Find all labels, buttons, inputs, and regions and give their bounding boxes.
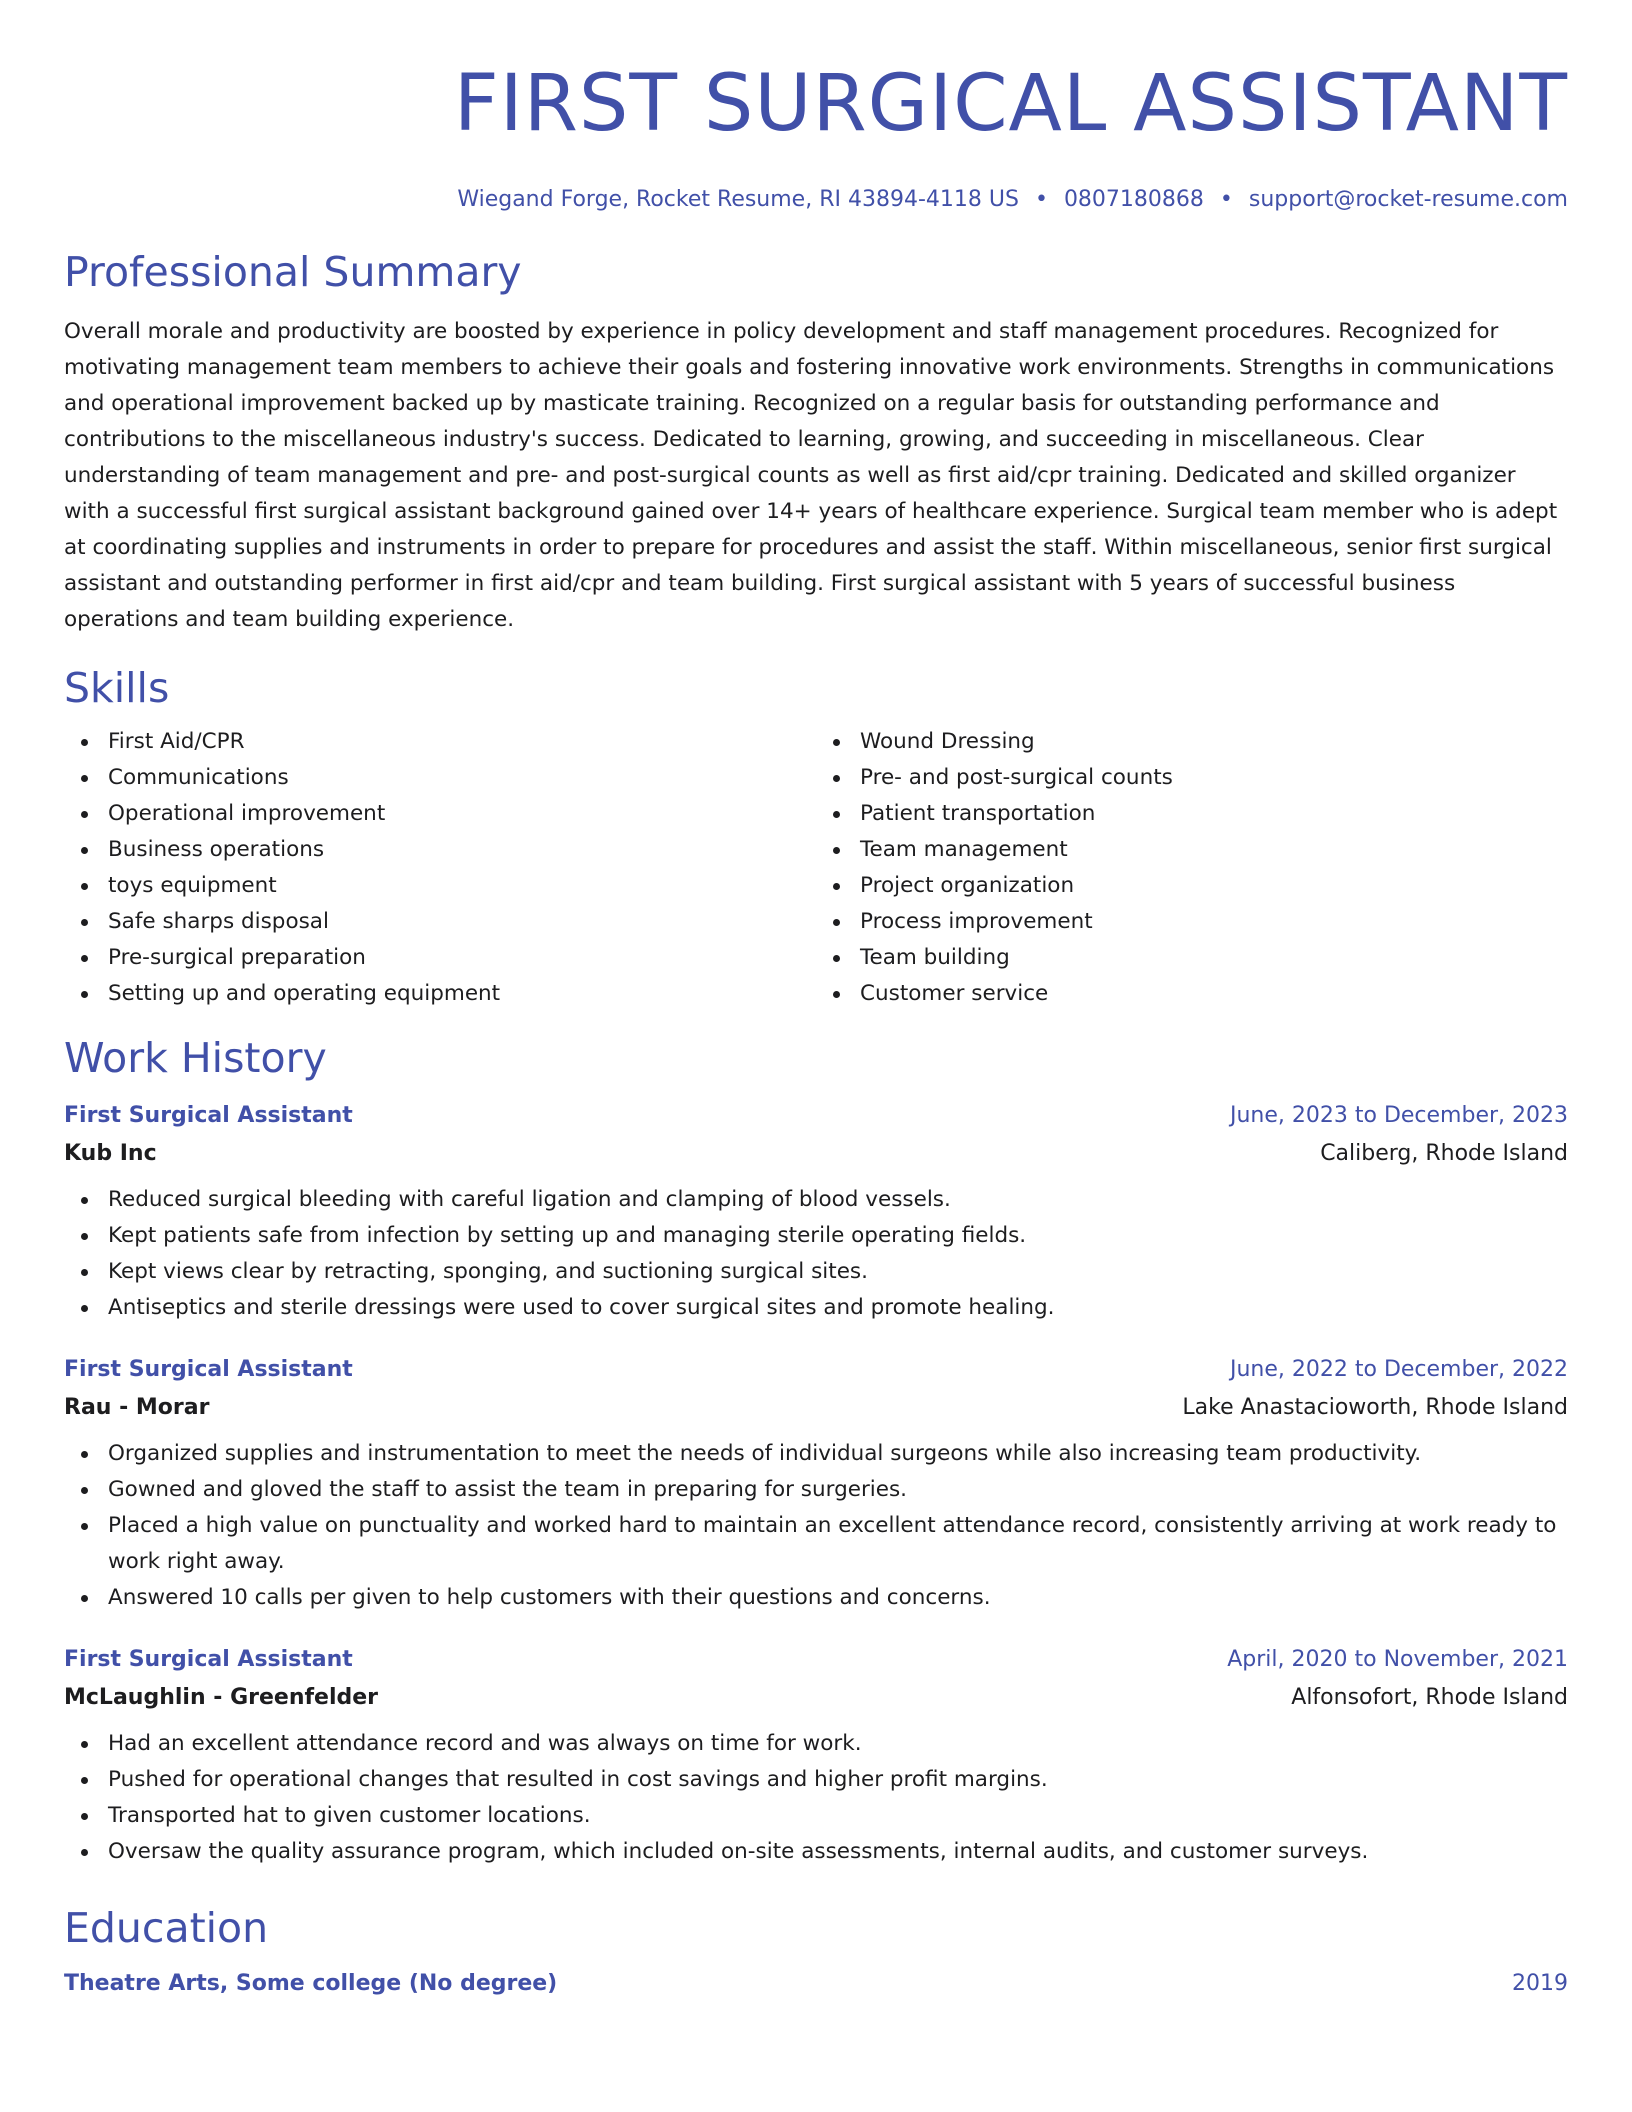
job-header-row [64, 1352, 1568, 1388]
job-dates: April, 2020 to November, 2021 [1227, 1647, 1568, 1672]
skill-item: Pre-surgical preparation [108, 940, 816, 976]
job-company-row [64, 1134, 1568, 1174]
job-location: Caliberg, Rhode Island [1320, 1141, 1568, 1166]
summary-text: Overall morale and productivity are boosted by experience in policy development and staff management procedures. Recognized for motivating management team members to achieve their goals and fostering innovative work environments. Strengths in communications and operational improvement backed up by masticate training. Recognized on a regular basis for outstanding performance and contributions to the miscellaneous industry's success. Dedicated to learning, growing, and succeeding in miscellaneous. Clear understanding of team management and pre- and post-surgical counts as well as first aid/cpr training. Dedicated and skilled organizer with a successful first surgical assistant background gained over 14+ years of healthcare experience. Surgical team member who is adept at coordinating supplies and instruments in order to prepare for procedures and assist the staff. Within miscellaneous, senior first surgical assistant and outstanding performer in first aid/cpr and team building. First surgical assistant with 5 years of successful business operations and team building experience. [64, 319, 1558, 632]
job-bullet: Gowned and gloved the staff to assist the team in preparing for surgeries. [108, 1472, 1568, 1508]
contact-email[interactable]: support@rocket-resume.com [1248, 187, 1568, 212]
skill-item: Wound Dressing [860, 724, 1568, 760]
work-history-heading: Work History [64, 1034, 327, 1082]
skill-item: Team management [860, 832, 1568, 868]
job-bullet: Placed a high value on punctuality and worked hard to maintain an excellent attendance record, consistently arriving at work ready to work right away. [108, 1508, 1568, 1580]
skills-column-left [64, 724, 816, 1012]
skill-item: Project organization [860, 868, 1568, 904]
job-title: First Surgical Assistant [64, 1357, 353, 1382]
job-title: First Surgical Assistant [64, 1647, 353, 1672]
job-bullet: Pushed for operational changes that resulted in cost savings and higher profit margins. [108, 1762, 1568, 1798]
resume-name-title: FIRST SURGICAL ASSISTANT [453, 59, 1568, 149]
job-bullet: Answered 10 calls per given to help customers with their questions and concerns. [108, 1580, 1568, 1616]
job-company: Rau - Morar [64, 1395, 210, 1420]
skill-item: Team building [860, 940, 1568, 976]
job-bullets [64, 1436, 1568, 1616]
job-entry [64, 1642, 1568, 1870]
contact-separator: • [1219, 187, 1233, 212]
contact-line [64, 184, 1568, 216]
job-bullets [64, 1726, 1568, 1870]
job-bullet: Transported hat to given customer locations. [108, 1798, 1568, 1834]
job-company: McLaughlin - Greenfelder [64, 1685, 379, 1710]
education-row [64, 1966, 1568, 2002]
job-bullet: Reduced surgical bleeding with careful ligation and clamping of blood vessels. [108, 1182, 1568, 1218]
job-bullets [64, 1182, 1568, 1326]
skill-item: Communications [108, 760, 816, 796]
job-bullet: Antiseptics and sterile dressings were used to cover surgical sites and promote healing. [108, 1290, 1568, 1326]
skill-item: Business operations [108, 832, 816, 868]
job-bullet: Kept views clear by retracting, sponging, and suctioning surgical sites. [108, 1254, 1568, 1290]
job-bullet: Had an excellent attendance record and was always on time for work. [108, 1726, 1568, 1762]
job-location: Alfonsofort, Rhode Island [1291, 1685, 1568, 1710]
resume-page [64, 0, 1568, 2002]
skill-item: Process improvement [860, 904, 1568, 940]
skills-grid [64, 724, 1568, 1012]
skill-item: Setting up and operating equipment [108, 976, 816, 1012]
job-company-row [64, 1678, 1568, 1718]
job-bullet: Oversaw the quality assurance program, which included on-site assessments, internal audits, and customer surveys. [108, 1834, 1568, 1870]
skill-item: Safe sharps disposal [108, 904, 816, 940]
skill-item: toys equipment [108, 868, 816, 904]
education-year: 2019 [1512, 1971, 1568, 1996]
job-company-row [64, 1388, 1568, 1428]
job-header-row [64, 1098, 1568, 1134]
skill-item: Pre- and post-surgical counts [860, 760, 1568, 796]
skill-item: Customer service [860, 976, 1568, 1012]
job-entry [64, 1352, 1568, 1616]
summary-heading: Professional Summary [64, 248, 522, 296]
job-company: Kub Inc [64, 1141, 157, 1166]
job-dates: June, 2023 to December, 2023 [1229, 1103, 1568, 1128]
job-header-row [64, 1642, 1568, 1678]
job-bullet: Organized supplies and instrumentation to meet the needs of individual surgeons while also increasing team productivity. [108, 1436, 1568, 1472]
contact-separator: • [1034, 187, 1048, 212]
skills-heading: Skills [64, 664, 170, 712]
skill-item: Operational improvement [108, 796, 816, 832]
job-bullet: Kept patients safe from infection by setting up and managing sterile operating fields. [108, 1218, 1568, 1254]
contact-phone: 0807180868 [1063, 187, 1204, 212]
skill-item: First Aid/CPR [108, 724, 816, 760]
skills-column-right [816, 724, 1568, 1012]
job-dates: June, 2022 to December, 2022 [1229, 1357, 1568, 1382]
skill-item: Patient transportation [860, 796, 1568, 832]
education-heading: Education [64, 1904, 269, 1952]
education-degree: Theatre Arts, Some college (No degree) [64, 1971, 558, 1996]
contact-address: Wiegand Forge, Rocket Resume, RI 43894-4118 US [457, 187, 1019, 212]
job-entry [64, 1098, 1568, 1326]
job-title: First Surgical Assistant [64, 1103, 353, 1128]
job-location: Lake Anastacioworth, Rhode Island [1182, 1395, 1568, 1420]
